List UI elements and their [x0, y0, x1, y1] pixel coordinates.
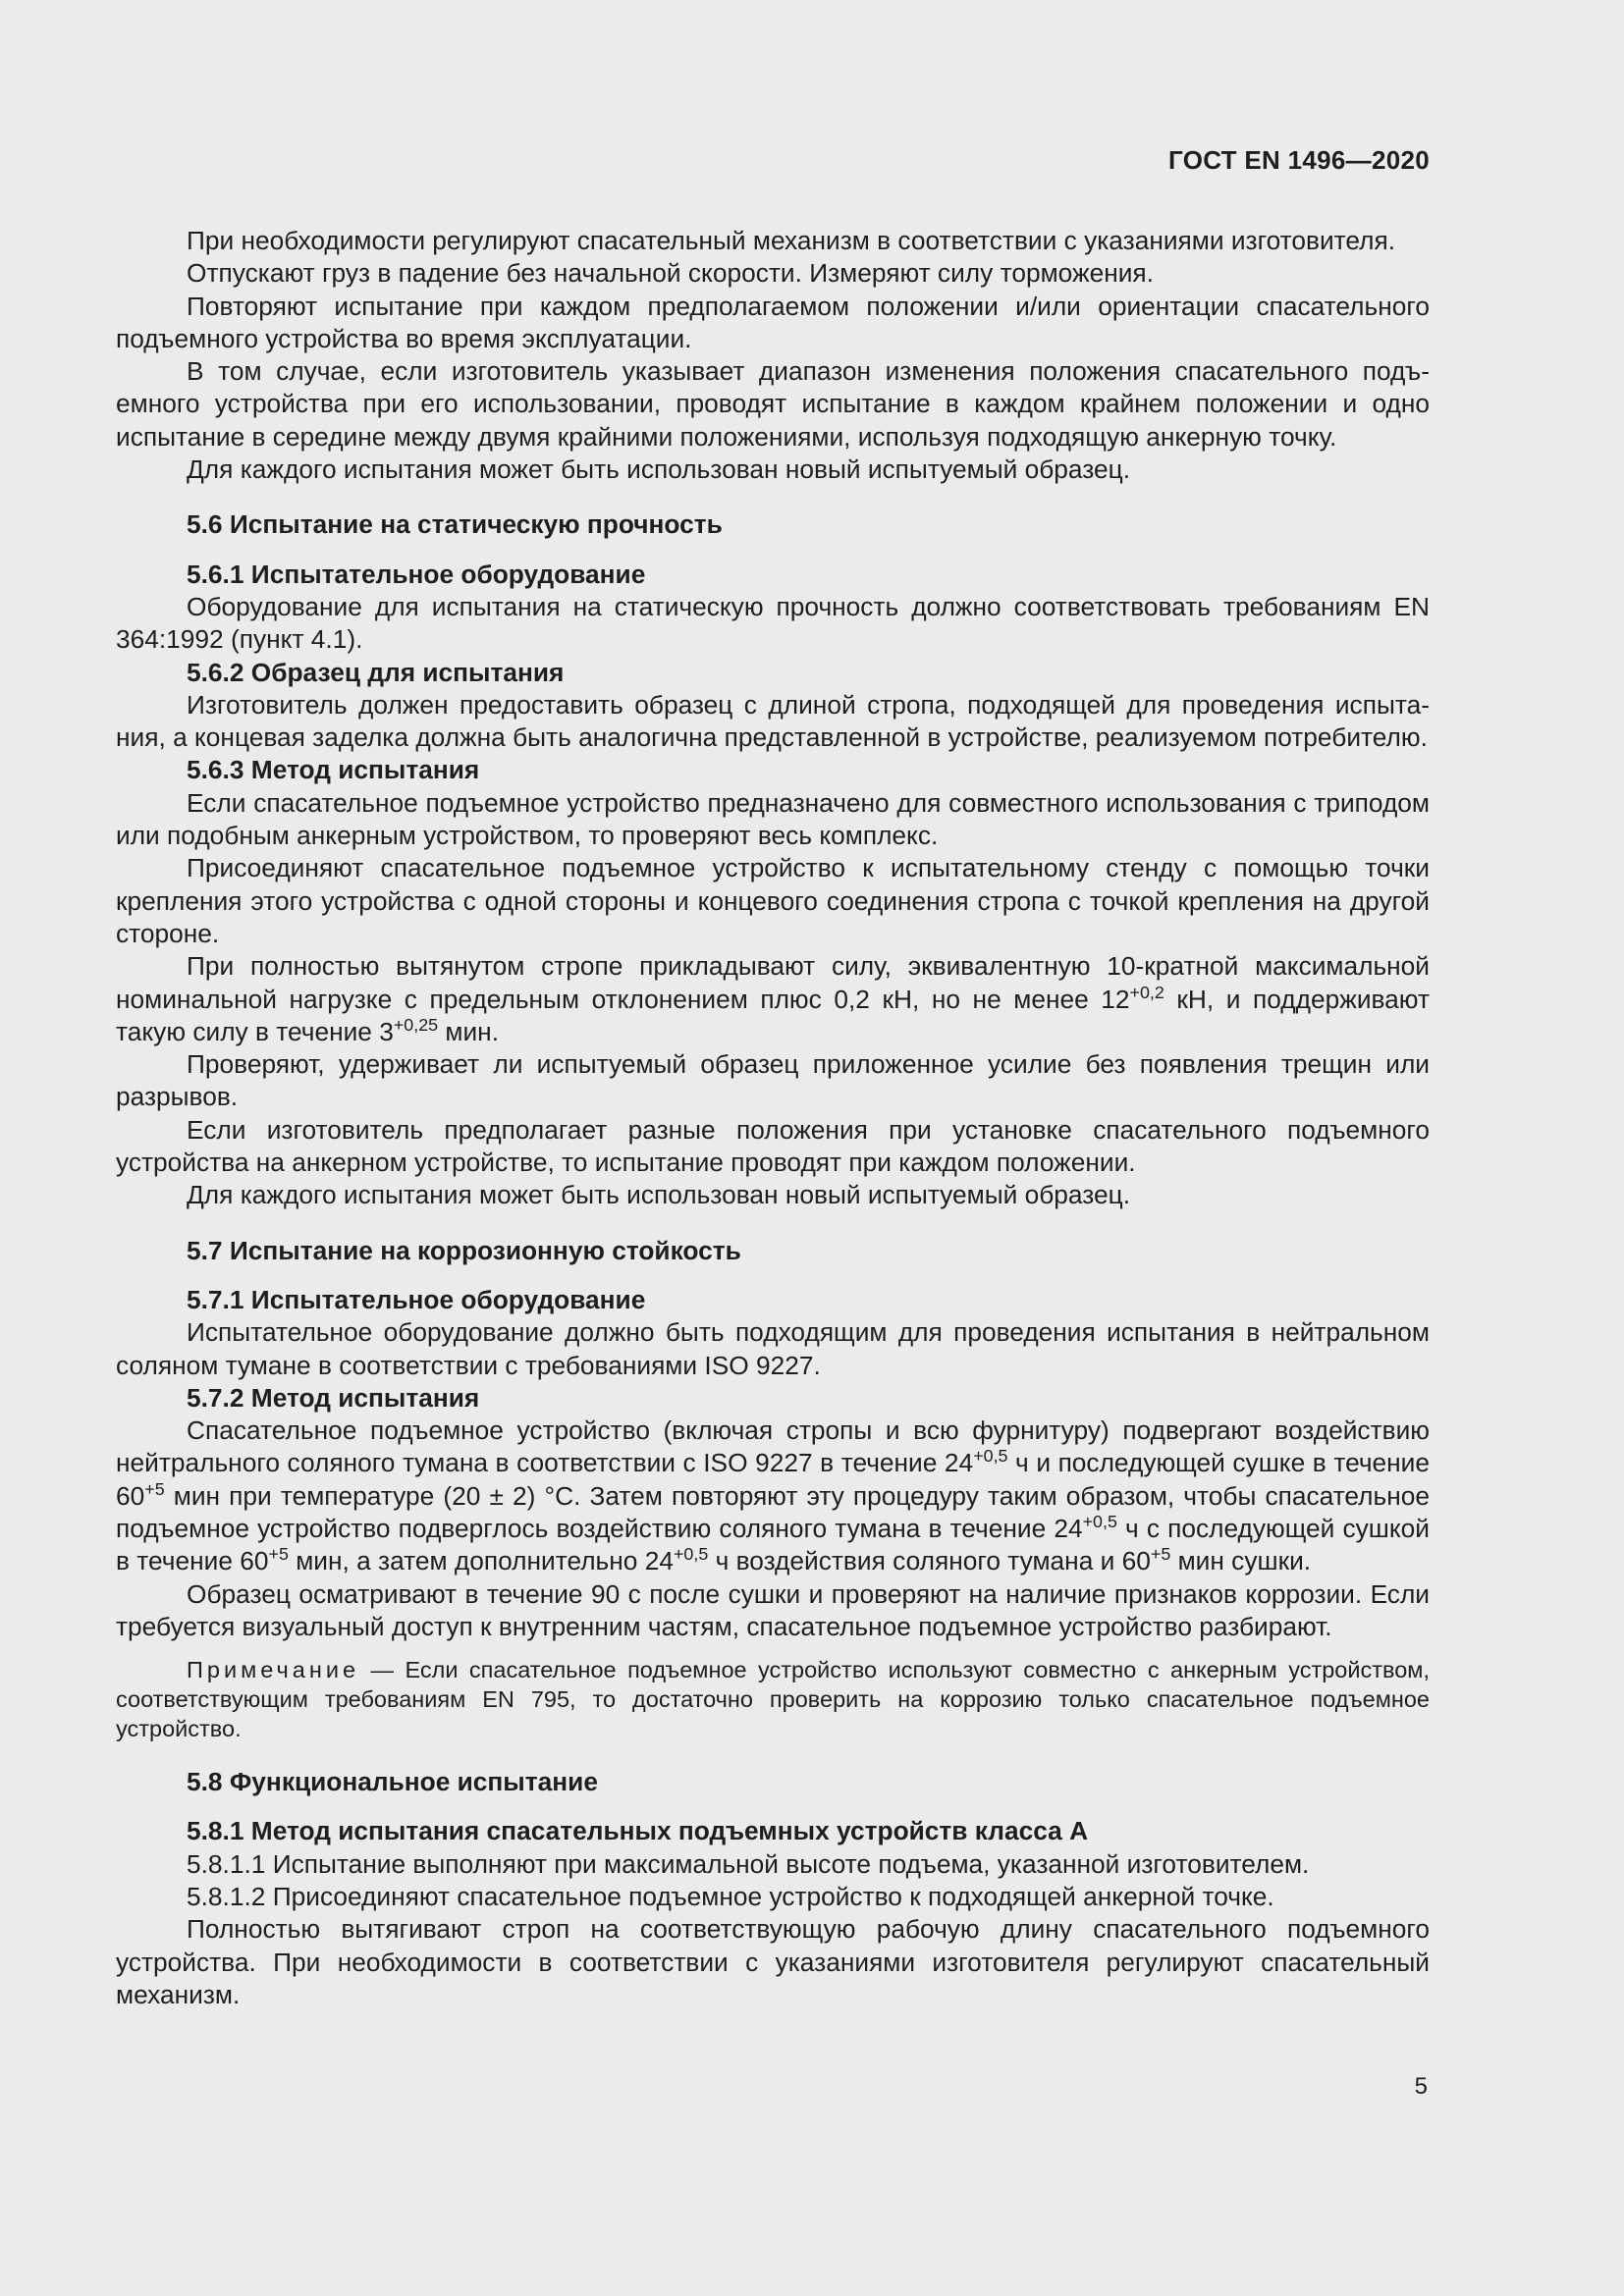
paragraph: Отпускают груз в падение без начальной скорости. Измеряют силу торможения. [187, 258, 1154, 289]
paragraph: Оборудование для испытания на статическую прочность должно соответствовать требованиям EN 364:1992 (пункт 4.1). [116, 591, 1430, 655]
subsection-heading-5-6-3: 5.6.3 Метод испытания [187, 755, 480, 785]
paragraph: 5.8.1.1 Испытание выполняют при максимальной высоте подъема, указанной изготовителем. [187, 1848, 1310, 1879]
paragraph: Если спасательное подъемное устройство предназначено для совместного использования с триподом или подобным анкерным устройством, то проверяют весь комплекс. [116, 787, 1430, 851]
section-heading-5-6: 5.6 Испытание на статическую прочность [187, 509, 723, 540]
subsection-heading-5-8-1: 5.8.1 Метод испытания спасательных подъемных устройств класса А [187, 1816, 1089, 1846]
document-body [116, 225, 1430, 2011]
document-header: ГОСТ EN 1496—2020 [1168, 145, 1430, 175]
note-label: Примечание [187, 1657, 360, 1683]
paragraph: Полностью вытягивают строп на соответствующую рабочую длину спасательного подъемного устройства. При необходимости в соответствии с указаниями изготовителя регулируют спасательный механизм. [116, 1914, 1430, 2009]
note-text: — Если спасательное подъемное устройство используют совместно с анкерным устройством, соответствующим требованиям EN 795, то достаточно проверить на коррозию только спасательное подъемное устройство. [116, 1657, 1430, 1742]
paragraph: При необходимости регулируют спасательный механизм в соответствии с указаниями изготовителя. [187, 226, 1396, 255]
paragraph: Изготовитель должен предоставить образец с длиной стропа, подходящей для проведения испытания, а концевая заделка должна быть аналогична представленной в устройстве, реализуемом потребителю. [116, 689, 1430, 753]
section-heading-5-7: 5.7 Испытание на коррозионную стойкость [187, 1235, 741, 1265]
subsection-heading-5-6-1: 5.6.1 Испытательное оборудование [187, 559, 646, 589]
note [116, 1655, 1430, 1743]
section-heading-5-8: 5.8 Функциональное испытание [187, 1767, 598, 1797]
paragraph: Присоединяют спасательное подъемное устройство к испытательному стенду с помощью точки крепления этого устройства с одной стороны и концевого соединения стропа с точкой крепления на другой стороне. [116, 853, 1430, 948]
paragraph: Для каждого испытания может быть использован новый испытуемый образец. [187, 454, 1131, 485]
paragraph: Проверяют, удерживает ли испытуемый образец приложенное усилие без появления трещин или разрывов. [116, 1049, 1430, 1112]
subsection-heading-5-7-1: 5.7.1 Испытательное оборудование [187, 1284, 646, 1314]
paragraph: Повторяют испытание при каждом предполагаемом положении и/или ориентации спасательного подъемного устройства во время эксплуатации. [116, 291, 1430, 353]
paragraph-with-tolerances: При полностью вытянутом стропе прикладывают силу, эквивалентную 10-кратной максимальной номинальной нагрузке с предельным отклонением плюс 0,2 кН, но не менее $12^{+0,2}$ кН, и поддерживают такую силу в течение $3^{+0,25}$ мин. [116, 951, 1431, 1046]
paragraph: 5.8.1.2 Присоединяют спасательное подъемное устройство к подходящей анкерной точке. [187, 1882, 1274, 1912]
paragraph: Испытательное оборудование должно быть подходящим для проведения испытания в нейтральном соляном тумане в соответствии с требованиями ISO 9227. [116, 1317, 1430, 1380]
paragraph-with-tolerances: Спасательное подъемное устройство (включая стропы и всю фурнитуру) подвергают воздействию нейтрального соляного тумана в соответствии с ISO 9227 в течение $24^{+0,5}$ ч и последующей сушке в течение $60^{+5}$ мин при температуре (20 ± 2) °С. Затем повторяют эту процедуру таким образом, чтобы спасательное подъемное устройство подверглось воздействию соляного тумана в течение $24^{+0,5}$ ч с последующей сушкой в течение $60^{+5}$ мин, а затем дополнительно $24^{+0,5}$ ч воздействия соляного тумана и $60^{+5}$ мин сушки. [116, 1415, 1430, 1576]
paragraph: Для каждого испытания может быть использован новый испытуемый образец. [187, 1180, 1131, 1210]
subsection-heading-5-7-2: 5.7.2 Метод испытания [187, 1382, 480, 1413]
paragraph: Если изготовитель предполагает разные положения при установке спасательного подъемного устройства на анкерном устройстве, то испытание проводят при каждом положении. [116, 1114, 1430, 1178]
subsection-heading-5-6-2: 5.6.2 Образец для испытания [187, 657, 565, 687]
paragraph: Образец осматривают в течение 90 с после сушки и проверяют на наличие признаков коррозии. Если требуется визуальный доступ к внутренним частям, спасательное подъемное устройство разбирают. [116, 1578, 1430, 1641]
page-number: 5 [1414, 2073, 1428, 2100]
paragraph: В том случае, если изготовитель указывает диапазон изменения положения спасательного подъемного устройства при его использовании, проводят испытание в каждом крайнем положении и одно испытание в середине между двумя крайними положениями, используя подходящую анкерную точку. [116, 356, 1430, 452]
